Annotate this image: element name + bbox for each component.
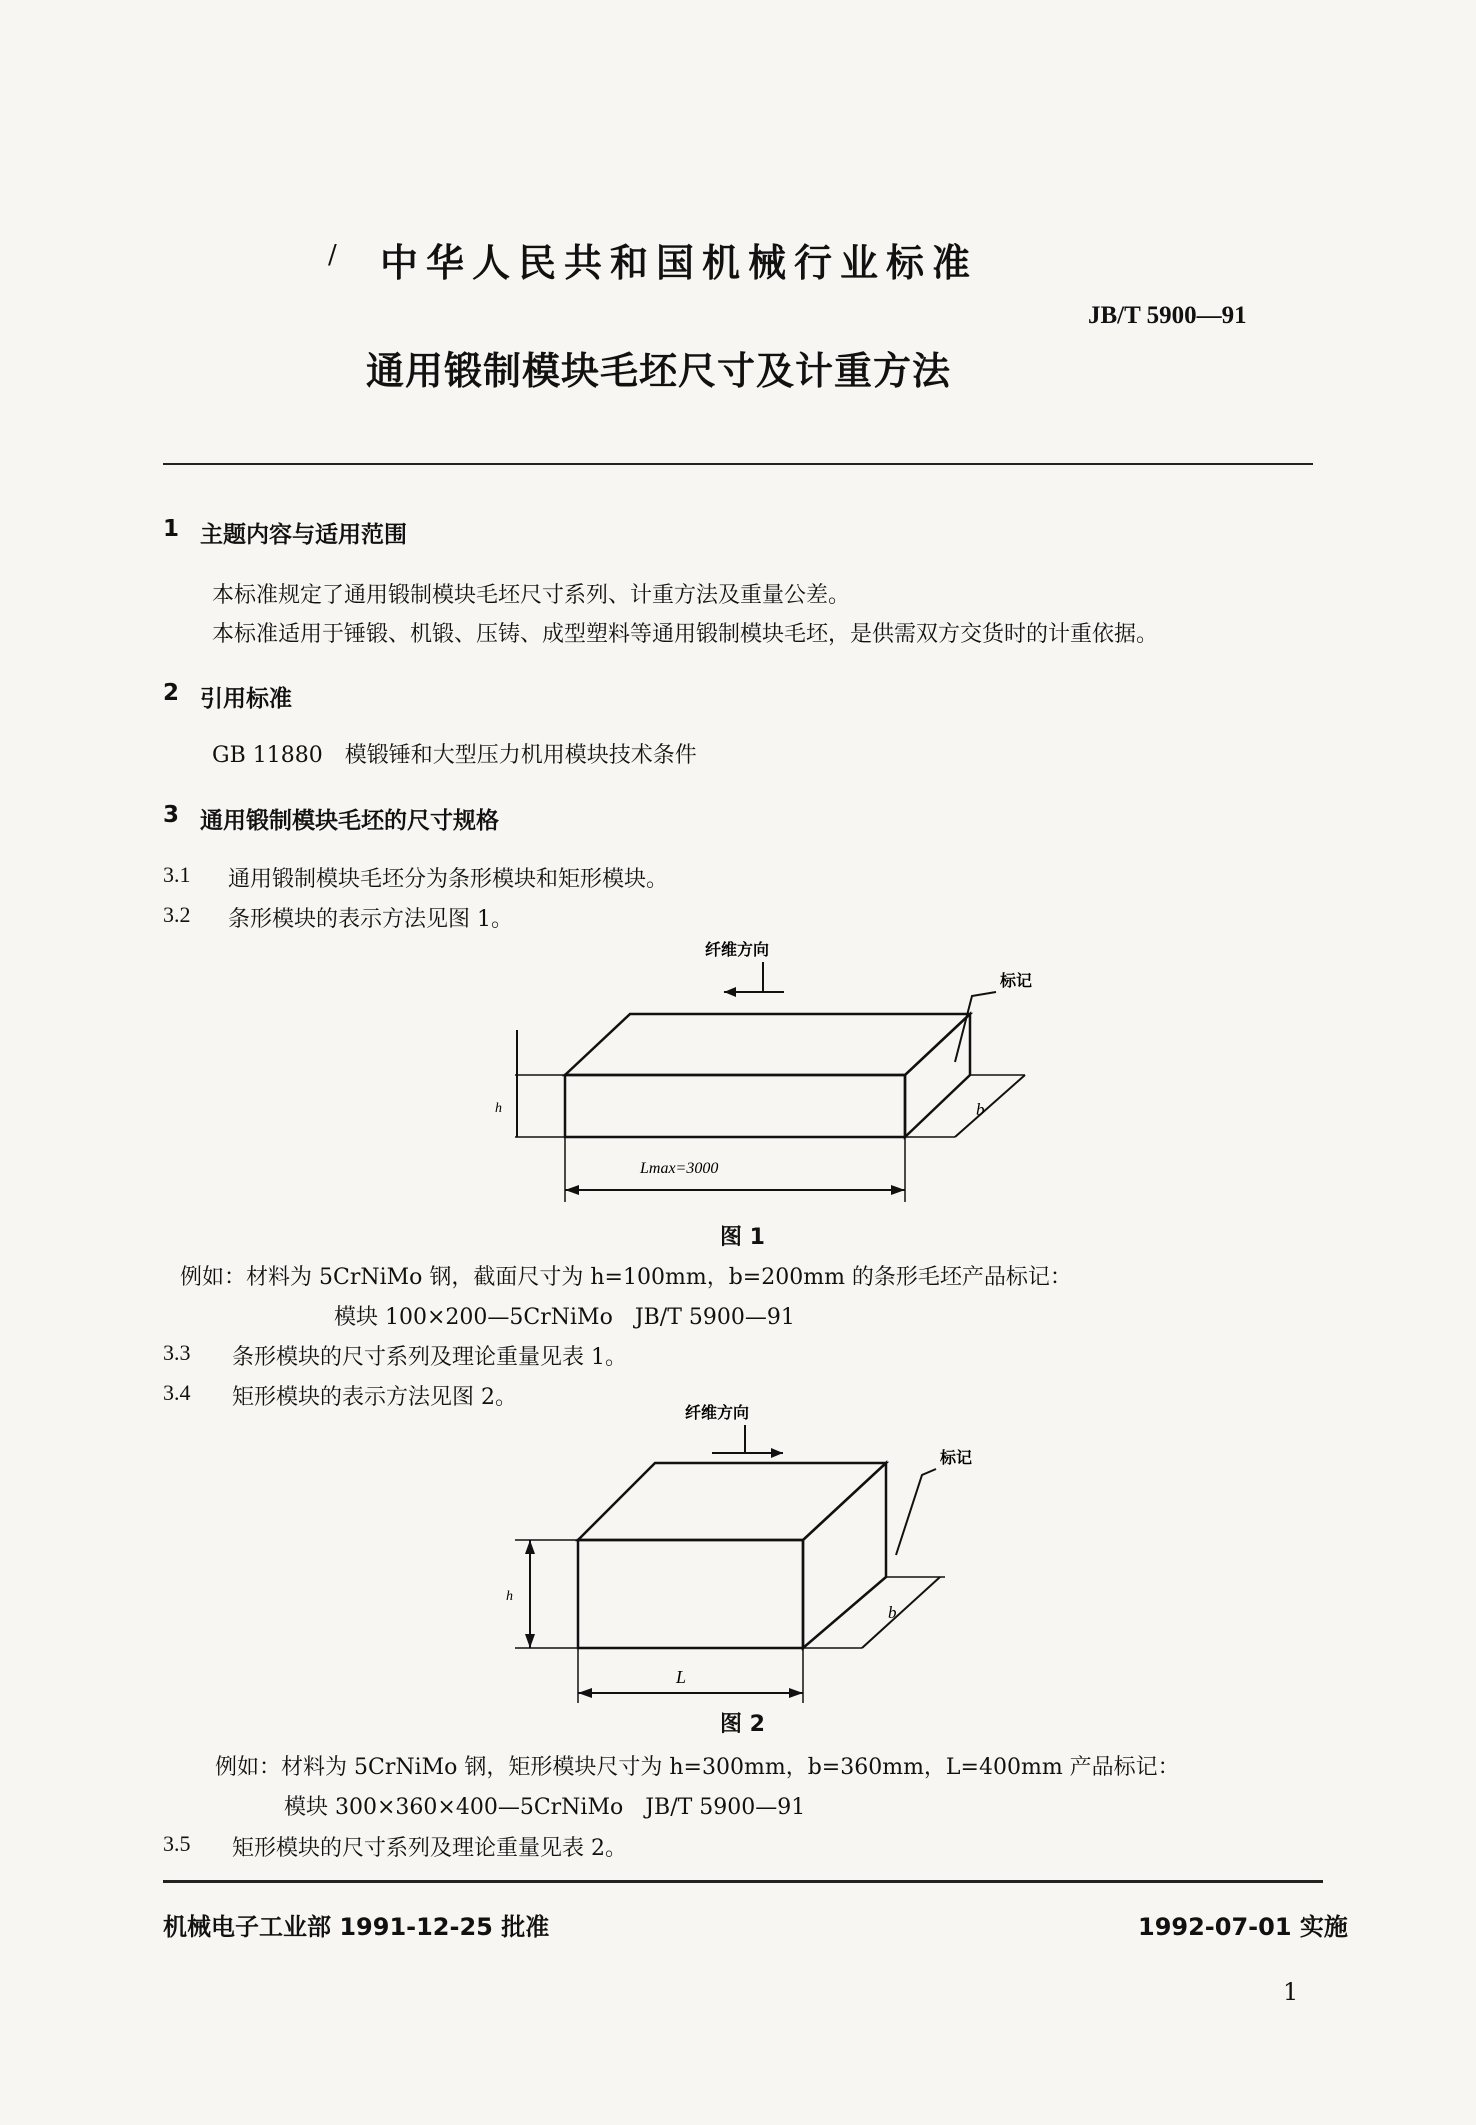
- figure-1-length-label: Lmax=3000: [640, 1160, 719, 1177]
- figure-2-caption: 图 2: [720, 1712, 765, 1737]
- figure-2-length-label: L: [676, 1667, 687, 1687]
- page-number: 1: [1283, 1978, 1299, 2006]
- figure-2-top-face: [578, 1463, 886, 1540]
- section-2-title: 引用标准: [200, 686, 292, 712]
- figure-1-l-arrow-right: [891, 1185, 905, 1195]
- figure-2-h-label: h: [506, 1589, 513, 1604]
- figure-1-mark-label: 标记: [1000, 971, 1033, 990]
- figure-1-front-face: [565, 1075, 905, 1137]
- figure-1-caption: 图 1: [720, 1225, 765, 1250]
- figure-1-fiber-label: 纤维方向: [705, 940, 770, 959]
- section-1-paragraph-1: 本标准规定了通用锻制模块毛坯尺寸系列、计重方法及重量公差。: [212, 583, 851, 608]
- figure-1-mark-leader: [955, 992, 996, 1062]
- figure-2-mark-label: 标记: [940, 1448, 973, 1467]
- figure-1-side-face: [905, 1014, 970, 1137]
- section-1-paragraph-2: 本标准适用于锤锻、机锻、压铸、成型塑料等通用锻制模块毛坯，是供需双方交货时的计重依据。: [212, 622, 1159, 647]
- section-3-title: 通用锻制模块毛坯的尺寸规格: [200, 808, 499, 834]
- example-1-text: 例如：材料为 5CrNiMo 钢，截面尺寸为 h=100mm，b=200mm 的条形毛坯产品标记：: [180, 1265, 1072, 1290]
- figure-2-mark-leader: [896, 1469, 936, 1555]
- figure-2-h-arrow-bottom: [525, 1634, 535, 1648]
- figure-1-drawing: [480, 930, 1050, 1215]
- figure-1-fiber-arrowhead: [724, 987, 736, 997]
- figure-1-b-label: b: [976, 1100, 985, 1119]
- document-title: 通用锻制模块毛坯尺寸及计重方法: [366, 349, 952, 393]
- clause-3-1-number: 3.1: [163, 862, 191, 887]
- approval-note: 机械电子工业部 1991-12-25 批准: [163, 1913, 550, 1941]
- clause-3-4-number: 3.4: [163, 1380, 191, 1405]
- clause-3-2-text: 条形模块的表示方法见图 1。: [228, 907, 513, 932]
- figure-2-side-face: [803, 1463, 886, 1648]
- clause-3-5-number: 3.5: [163, 1831, 191, 1856]
- section-2-reference: GB 11880 模锻锤和大型压力机用模块技术条件: [212, 743, 697, 768]
- effective-date: 1992-07-01 实施: [1138, 1913, 1348, 1941]
- section-3-number: 3: [163, 802, 180, 828]
- clause-3-3-number: 3.3: [163, 1340, 191, 1365]
- example-2-text: 例如：材料为 5CrNiMo 钢，矩形模块尺寸为 h=300mm，b=360mm，L=400mm 产品标记：: [215, 1755, 1180, 1780]
- clause-3-3-text: 条形模块的尺寸系列及理论重量见表 1。: [232, 1345, 627, 1370]
- figure-2-h-arrow-top: [525, 1540, 535, 1554]
- clause-3-5-text: 矩形模块的尺寸系列及理论重量见表 2。: [232, 1836, 627, 1861]
- figure-1-top-face: [565, 1014, 970, 1075]
- figure-2-fiber-label: 纤维方向: [685, 1403, 750, 1422]
- figure-1-h-label: h: [495, 1101, 502, 1116]
- example-1-mark: 模块 100×200—5CrNiMo JB/T 5900—91: [334, 1305, 795, 1330]
- section-1-title: 主题内容与适用范围: [200, 522, 407, 548]
- clause-3-1-text: 通用锻制模块毛坯分为条形模块和矩形模块。: [228, 867, 669, 892]
- header-rule: [163, 463, 1313, 465]
- clause-3-2-number: 3.2: [163, 902, 191, 927]
- section-1-number: 1: [163, 516, 180, 542]
- figure-1-l-arrow-left: [565, 1185, 579, 1195]
- clause-3-4-text: 矩形模块的表示方法见图 2。: [232, 1385, 517, 1410]
- figure-2-drawing: [500, 1395, 1020, 1710]
- figure-1-b-dimension: [955, 1075, 1025, 1137]
- figure-2-l-arrow-left: [578, 1688, 592, 1698]
- example-2-mark: 模块 300×360×400—5CrNiMo JB/T 5900—91: [284, 1795, 806, 1820]
- figure-2-fiber-arrowhead: [771, 1448, 783, 1458]
- header-mark: /: [328, 240, 337, 270]
- figure-2-l-arrow-right: [789, 1688, 803, 1698]
- figure-2-front-face: [578, 1540, 803, 1648]
- section-2-number: 2: [163, 680, 180, 706]
- figure-2-b-label: b: [888, 1603, 897, 1622]
- footer-rule: [163, 1880, 1323, 1883]
- header-title: 中华人民共和国机械行业标准: [380, 241, 979, 285]
- standard-code: JB/T 5900—91: [1088, 302, 1247, 329]
